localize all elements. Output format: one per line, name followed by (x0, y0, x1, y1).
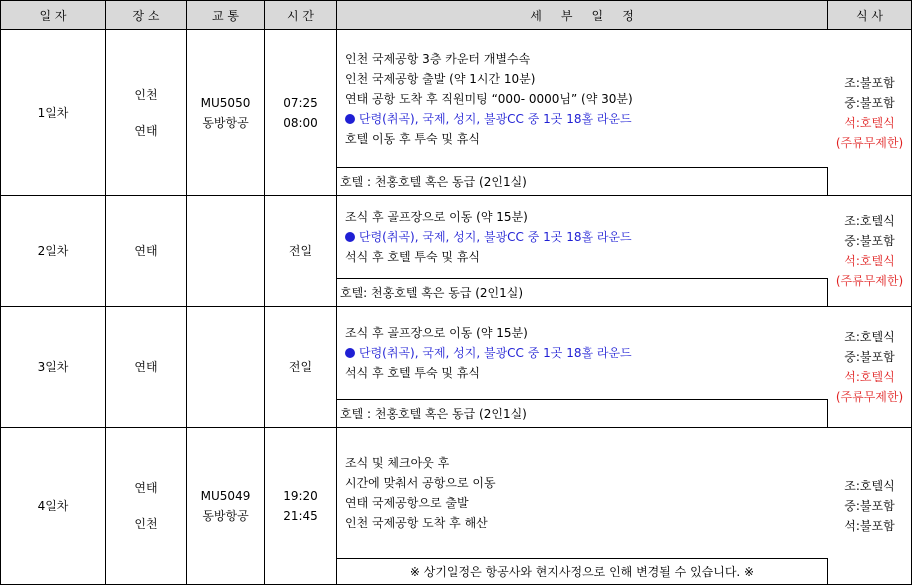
flight-number: MU5049 (200, 489, 251, 503)
place-name: 연태 (134, 244, 158, 258)
schedule-item: 석식 후 호텔 투숙 및 휴식 (345, 366, 480, 380)
hotel-info: 호텔 : 천홍호텔 혹은 동급 (2인1실) (337, 167, 828, 195)
place-day-1 (106, 30, 187, 196)
place-day-2 (106, 196, 187, 307)
place-name: 연태 (134, 360, 158, 374)
time-day-1 (265, 30, 337, 196)
bullet-icon (345, 348, 355, 358)
time-day-3 (265, 307, 337, 428)
place-name: 연태 (134, 481, 158, 495)
schedule-list (337, 428, 835, 558)
schedule-item: 호텔 이동 후 투숙 및 휴식 (345, 131, 480, 146)
time-label: 전일 (288, 360, 313, 374)
dinner: 석:불포함 (844, 519, 895, 533)
detail-day-1 (337, 30, 828, 196)
bullet-icon (345, 232, 355, 242)
schedule-item: 조식 후 골프장으로 이동 (약 15분) (345, 326, 528, 340)
airline: 동방항공 (202, 509, 249, 523)
round-item (345, 343, 835, 363)
schedule-item: 인천 국제공항 3층 카운터 개별수속 (345, 51, 531, 66)
header-day: 일 자 (0, 0, 106, 30)
lunch: 중:불포함 (844, 499, 895, 513)
arrival-time: 21:45 (283, 509, 318, 523)
place-name: 연태 (134, 123, 158, 138)
transport-day-4 (187, 428, 265, 585)
schedule-list (337, 307, 835, 399)
header-place: 장 소 (106, 0, 187, 30)
transport-day-3 (187, 307, 265, 428)
header-transport: 교 통 (187, 0, 265, 30)
lunch: 중:불포함 (844, 350, 895, 364)
bullet-icon (345, 114, 355, 124)
detail-day-2 (337, 196, 828, 307)
time-day-4 (265, 428, 337, 585)
breakfast: 조:호텔식 (844, 479, 895, 493)
departure-time: 19:20 (283, 489, 318, 503)
schedule-item: 조식 및 체크아웃 후 (345, 456, 450, 470)
place-day-4 (106, 428, 187, 585)
drinks-note: (주류무제한) (835, 135, 904, 150)
breakfast: 조:호텔식 (844, 214, 895, 228)
schedule-item: 석식 후 호텔 투숙 및 휴식 (345, 250, 480, 264)
time-label: 전일 (288, 244, 313, 258)
day-3 (0, 307, 106, 428)
transport-day-2 (187, 196, 265, 307)
place-day-3 (106, 307, 187, 428)
hotel-info: 호텔: 천홍호텔 혹은 동급 (2인1실) (337, 278, 828, 306)
lunch: 중:불포함 (844, 95, 895, 110)
round-text: 단령(취곡), 국제, 성지, 불광CC 중 1곳 18홀 라운드 (359, 111, 632, 126)
schedule-notice: ※ 상기일정은 항공사와 현지사정으로 인해 변경될 수 있습니다. ※ (337, 558, 828, 584)
drinks-note: (주류무제한) (835, 274, 904, 288)
day-label: 1일차 (37, 105, 69, 120)
schedule-list (337, 196, 835, 278)
detail-day-4 (337, 428, 828, 585)
meal-day-3 (828, 307, 912, 428)
meal-day-1 (828, 30, 912, 196)
breakfast: 조:호텔식 (844, 330, 895, 344)
lunch: 중:불포함 (844, 234, 895, 248)
day-label: 3일차 (37, 360, 69, 374)
header-time: 시 간 (265, 0, 337, 30)
schedule-item: 연태 국제공항으로 출발 (345, 496, 469, 510)
schedule-item: 인천 국제공항 출발 (약 1시간 10분) (345, 71, 536, 86)
dinner: 석:호텔식 (844, 370, 895, 384)
dinner: 석:호텔식 (844, 115, 895, 130)
place-name: 인천 (134, 87, 158, 102)
round-item (345, 227, 835, 247)
detail-day-3 (337, 307, 828, 428)
place-name: 인천 (134, 517, 158, 531)
schedule-item: 인천 국제공항 도착 후 해산 (345, 516, 488, 530)
time-day-2 (265, 196, 337, 307)
departure-time: 07:25 (283, 95, 318, 110)
round-text: 단령(취곡), 국제, 성지, 불광CC 중 1곳 18홀 라운드 (359, 346, 632, 360)
day-label: 4일차 (37, 499, 69, 513)
header-detail: 세 부 일 정 (337, 0, 828, 30)
meal-day-2 (828, 196, 912, 307)
day-4 (0, 428, 106, 585)
schedule-item: 조식 후 골프장으로 이동 (약 15분) (345, 210, 528, 224)
dinner: 석:호텔식 (844, 254, 895, 268)
arrival-time: 08:00 (283, 115, 318, 130)
hotel-info: 호텔 : 천홍호텔 혹은 동급 (2인1실) (337, 399, 828, 427)
round-text: 단령(취곡), 국제, 성지, 불광CC 중 1곳 18홀 라운드 (359, 230, 632, 244)
meal-day-4 (828, 428, 912, 585)
round-item (345, 109, 835, 129)
breakfast: 조:불포함 (844, 75, 895, 90)
schedule-item: 연태 공항 도착 후 직원미팅 “000- 0000님” (약 30분) (345, 91, 633, 106)
drinks-note: (주류무제한) (835, 390, 904, 404)
flight-number: MU5050 (200, 95, 251, 110)
transport-day-1 (187, 30, 265, 196)
header-meal: 식 사 (828, 0, 912, 30)
day-label: 2일차 (37, 244, 69, 258)
airline: 동방항공 (202, 115, 249, 130)
day-2 (0, 196, 106, 307)
schedule-item: 시간에 맞춰서 공항으로 이동 (345, 476, 496, 490)
day-1 (0, 30, 106, 196)
schedule-list (337, 30, 835, 167)
